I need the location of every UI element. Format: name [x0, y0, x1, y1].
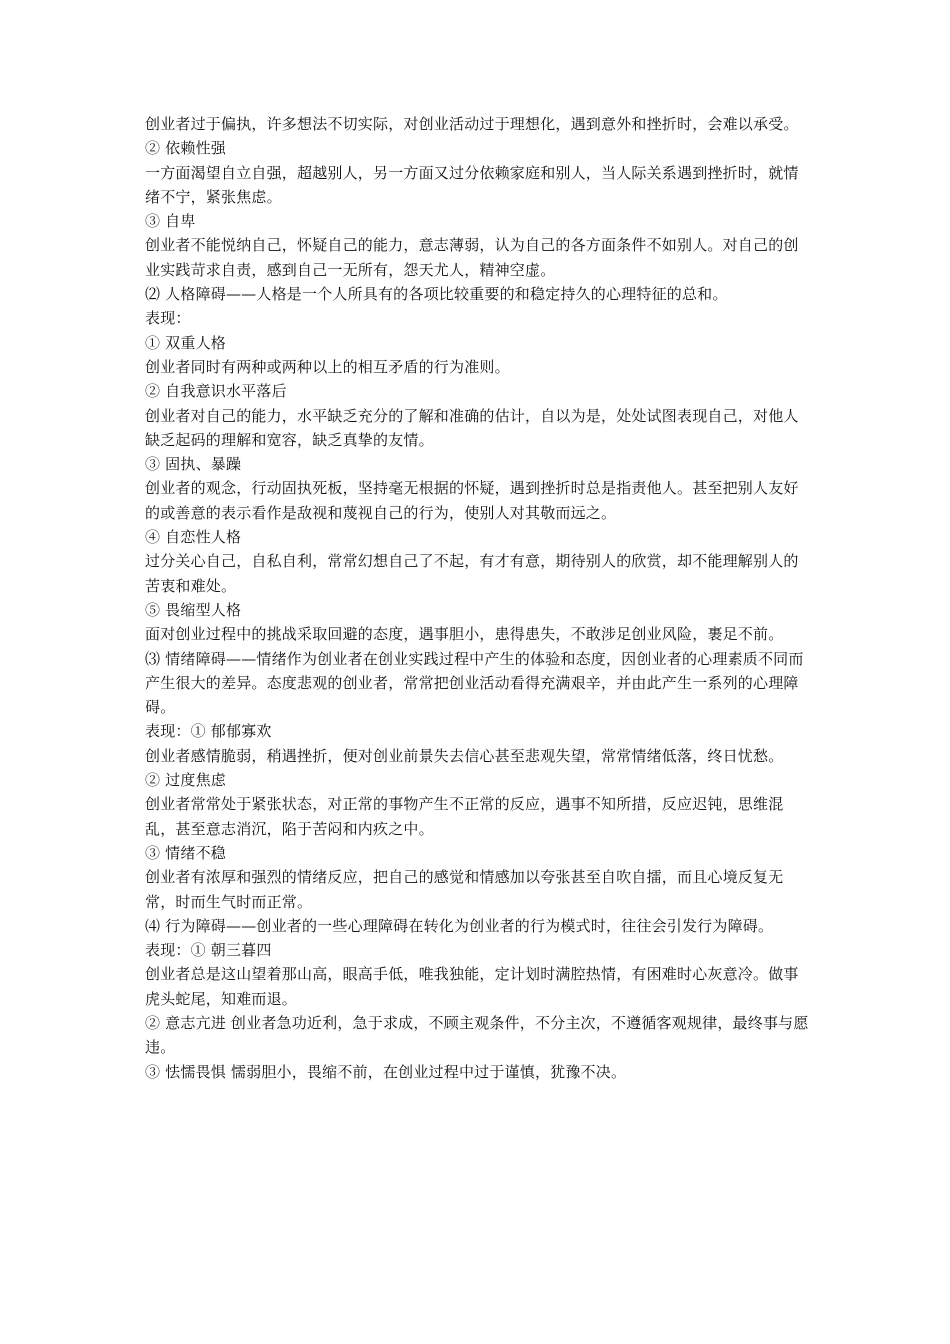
label-manifestation: 表现： [145, 309, 191, 328]
item-heading-inferiority: ③ 自卑 [145, 212, 196, 231]
paragraph-12: 创业者总是这山望着那山高，眼高手低，唯我独能，定计划时满腔热情，有困难时心灰意冷。做事虎头蛇尾，知难而退。 [145, 965, 799, 1008]
item-heading-anxiety: ② 过度焦虑 [145, 771, 226, 790]
item-heading-self-awareness: ② 自我意识水平落后 [145, 382, 287, 401]
item-heading-stubborn: ③ 固执、暴躁 [145, 455, 242, 474]
item-will-hyper: ② 意志亢进 创业者急功近利，急于求成，不顾主观条件，不分主次，不遵循客观规律，最终事与愿违。 [145, 1013, 809, 1057]
paragraph-1: 创业者过于偏执，许多想法不切实际，对创业活动过于理想化，遇到意外和挫折时，会难以承受。 [145, 115, 799, 133]
paragraph-9: 创业者感情脆弱，稍遇挫折，便对创业前景失去信心甚至悲观失望，常常情绪低落，终日忧愁。 [145, 746, 784, 765]
paragraph-4: 创业者同时有两种或两种以上的相互矛盾的行为准则。 [145, 357, 510, 376]
item-cowardice: ③ 怯懦畏惧 懦弱胆小，畏缩不前，在创业过程中过于谨慎，犹豫不决。 [145, 1062, 627, 1081]
item-heading-timid: ⑤ 畏缩型人格 [145, 600, 242, 619]
paragraph-6: 创业者的观念，行动固执死板，坚持毫无根据的怀疑，遇到挫折时总是指责他人。甚至把别人友好的或善意的表示看作是敌视和蔑视自己的行为，使别人对其敬而远之。 [145, 479, 799, 522]
item-heading-melancholy: 表现：① 郁郁寡欢 [145, 722, 272, 741]
section-heading-emotion: ⑶ 情绪障碍——情绪作为创业者在创业实践过程中产生的体验和态度，因创业者的心理素质不同而产生很大的差异。态度悲观的创业者，常常把创业活动看得充满艰辛，并由此产生一系列的心理障碍。 [145, 649, 804, 717]
section-heading-behavior: ⑷ 行为障碍——创业者的一些心理障碍在转化为创业者的行为模式时，往往会引发行为障碍。 [145, 916, 774, 935]
paragraph-3: 创业者不能悦纳自己，怀疑自己的能力，意志薄弱，认为自己的各方面条件不如别人。对自己的创业实践苛求自责，感到自己一无所有，怨天尤人，精神空虚。 [145, 236, 799, 279]
paragraph-5: 创业者对自己的能力，水平缺乏充分的了解和准确的估计，自以为是，处处试图表现自己，对他人缺乏起码的理解和宽容，缺乏真挚的友情。 [145, 406, 799, 449]
paragraph-7: 过分关心自己，自私自利，常常幻想自己了不起，有才有意，期待别人的欣赏，却不能理解别人的苦衷和难处。 [145, 552, 799, 595]
item-heading-unstable: ③ 情绪不稳 [145, 843, 226, 862]
item-heading-dependence: ② 依赖性强 [145, 139, 226, 158]
paragraph-8: 面对创业过程中的挑战采取回避的态度，遇事胆小，患得患失，不敢涉足创业风险，裹足不前。 [145, 625, 784, 644]
document-body [145, 112, 813, 1084]
section-heading-personality: ⑵ 人格障碍——人格是一个人所具有的各项比较重要的和稳定持久的心理特征的总和。 [145, 285, 728, 304]
item-heading-dual-personality: ① 双重人格 [145, 333, 226, 352]
paragraph-2: 一方面渴望自立自强，超越别人，另一方面又过分依赖家庭和别人，当人际关系遇到挫折时，就情绪不宁，紧张焦虑。 [145, 163, 799, 206]
item-heading-fickle: 表现：① 朝三暮四 [145, 941, 272, 960]
paragraph-10: 创业者常常处于紧张状态，对正常的事物产生不正常的反应，遇事不知所措，反应迟钝，思维混乱，甚至意志消沉，陷于苦闷和内疚之中。 [145, 795, 784, 838]
item-heading-narcissism: ④ 自恋性人格 [145, 528, 242, 547]
paragraph-11: 创业者有浓厚和强烈的情绪反应，把自己的感觉和情感加以夸张甚至自吹自擂，而且心境反复无常，时而生气时而正常。 [145, 868, 784, 911]
